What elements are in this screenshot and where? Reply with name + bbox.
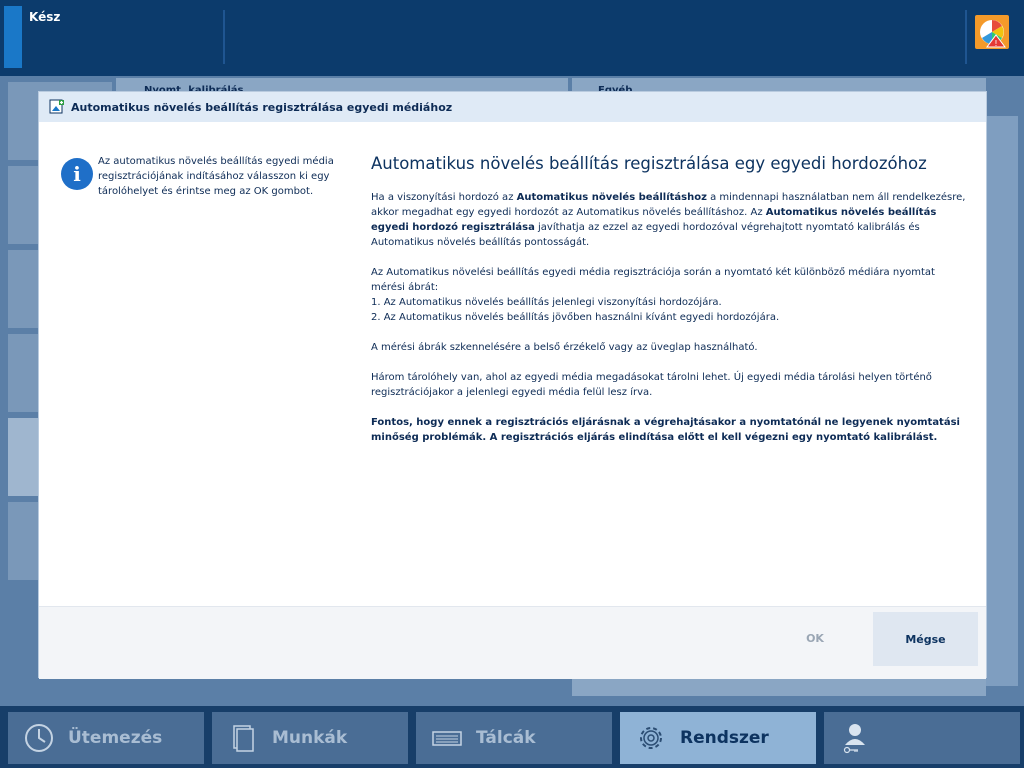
nav-system-label: Rendszer [680, 728, 769, 748]
info-icon: i [61, 158, 93, 190]
nav-trays-button[interactable] [416, 712, 612, 764]
nav-jobs-label: Munkák [272, 728, 348, 748]
bg-tab-right [572, 78, 986, 92]
dialog-title: Automatikus növelés beállítás regisztrálása egyedi médiához [71, 100, 453, 114]
warning-icon[interactable] [975, 15, 1009, 49]
nav-jobs-button[interactable] [212, 712, 408, 764]
paragraph-2: Az Automatikus növelési beállítás egyedi média regisztrációja során a nyomtató két különböző médiára nyomtat mérési ábrát: 1. Az Automatikus növelés beállítás jelenlegi viszonyítási hordozójára. 2. Az Automatikus növelés beállítás jövőben használni kívánt egyedi hordozójára. [371, 267, 935, 323]
content-heading: Automatikus növelés beállítás regisztrálása egy egyedi hordozóhoz [371, 154, 927, 173]
user-key-icon [838, 721, 872, 755]
nav-schedule-label: Ütemezés [68, 728, 163, 748]
nav-trays-label: Tálcák [476, 728, 536, 748]
gear-icon [634, 721, 668, 755]
registration-dialog [38, 91, 987, 678]
nav-system-button[interactable] [620, 712, 816, 764]
printer-status: Kész [29, 10, 61, 24]
dialog-titlebar [39, 92, 986, 122]
paragraph-5: Fontos, hogy ennek a regisztrációs eljárásnak a végrehajtásakor a nyomtatónál ne legyenek nyomtatási minőség problémák. A regisztrációs eljárás elindítása előtt el kell végezni egy nyomtató kalibrálást. [371, 417, 960, 443]
nav-user-button[interactable] [824, 712, 1020, 764]
bg-scrollbar [986, 116, 1018, 686]
paragraph-3: A mérési ábrák szkennelésére a belső érzékelő vagy az üveglap használható. [371, 342, 758, 353]
paragraph-4: Három tárolóhely van, ahol az egyedi média megadásokat tárolni lehet. Új egyedi média tárolási helyen történő regisztrációjakor a jelenlegi egyedi média felül lesz írva. [371, 372, 932, 398]
bg-panel [572, 678, 986, 696]
add-media-icon [49, 99, 65, 115]
top-divider [223, 10, 225, 64]
top-divider [965, 10, 967, 64]
ok-button[interactable]: OK [806, 631, 824, 645]
content-body [371, 190, 971, 460]
paragraph-1: Ha a viszonyítási hordozó az Automatikus növelés beállításhoz a mindennapi használatban nem áll rendelkezésre, akkor megadhat egy egyedi hordozót az Automatikus növelés beállításhoz. Az Automatikus növelés beállítás egyedi hordozó regisztrálása javíthatja az ezzel az egyedi hordozóval végrehajtott nyomtató kalibrálás és Automatikus növelés beállítás pontosságát. [371, 192, 966, 248]
bg-tab-left [116, 78, 568, 92]
instruction-text: Az automatikus növelés beállítás egyedi média regisztrációjának indításához válasszon ki egy tárolóhelyet és érintse meg az OK gombot. [98, 156, 334, 197]
document-icon [226, 721, 260, 755]
cancel-button[interactable]: Mégse [873, 612, 978, 666]
svg-text:!: ! [994, 39, 998, 48]
top-status-bar [0, 0, 1024, 76]
status-accent-bar [4, 6, 22, 68]
clock-icon [22, 721, 56, 755]
tray-icon [430, 721, 464, 755]
nav-schedule-button[interactable] [8, 712, 204, 764]
bottom-navigation [0, 706, 1024, 768]
